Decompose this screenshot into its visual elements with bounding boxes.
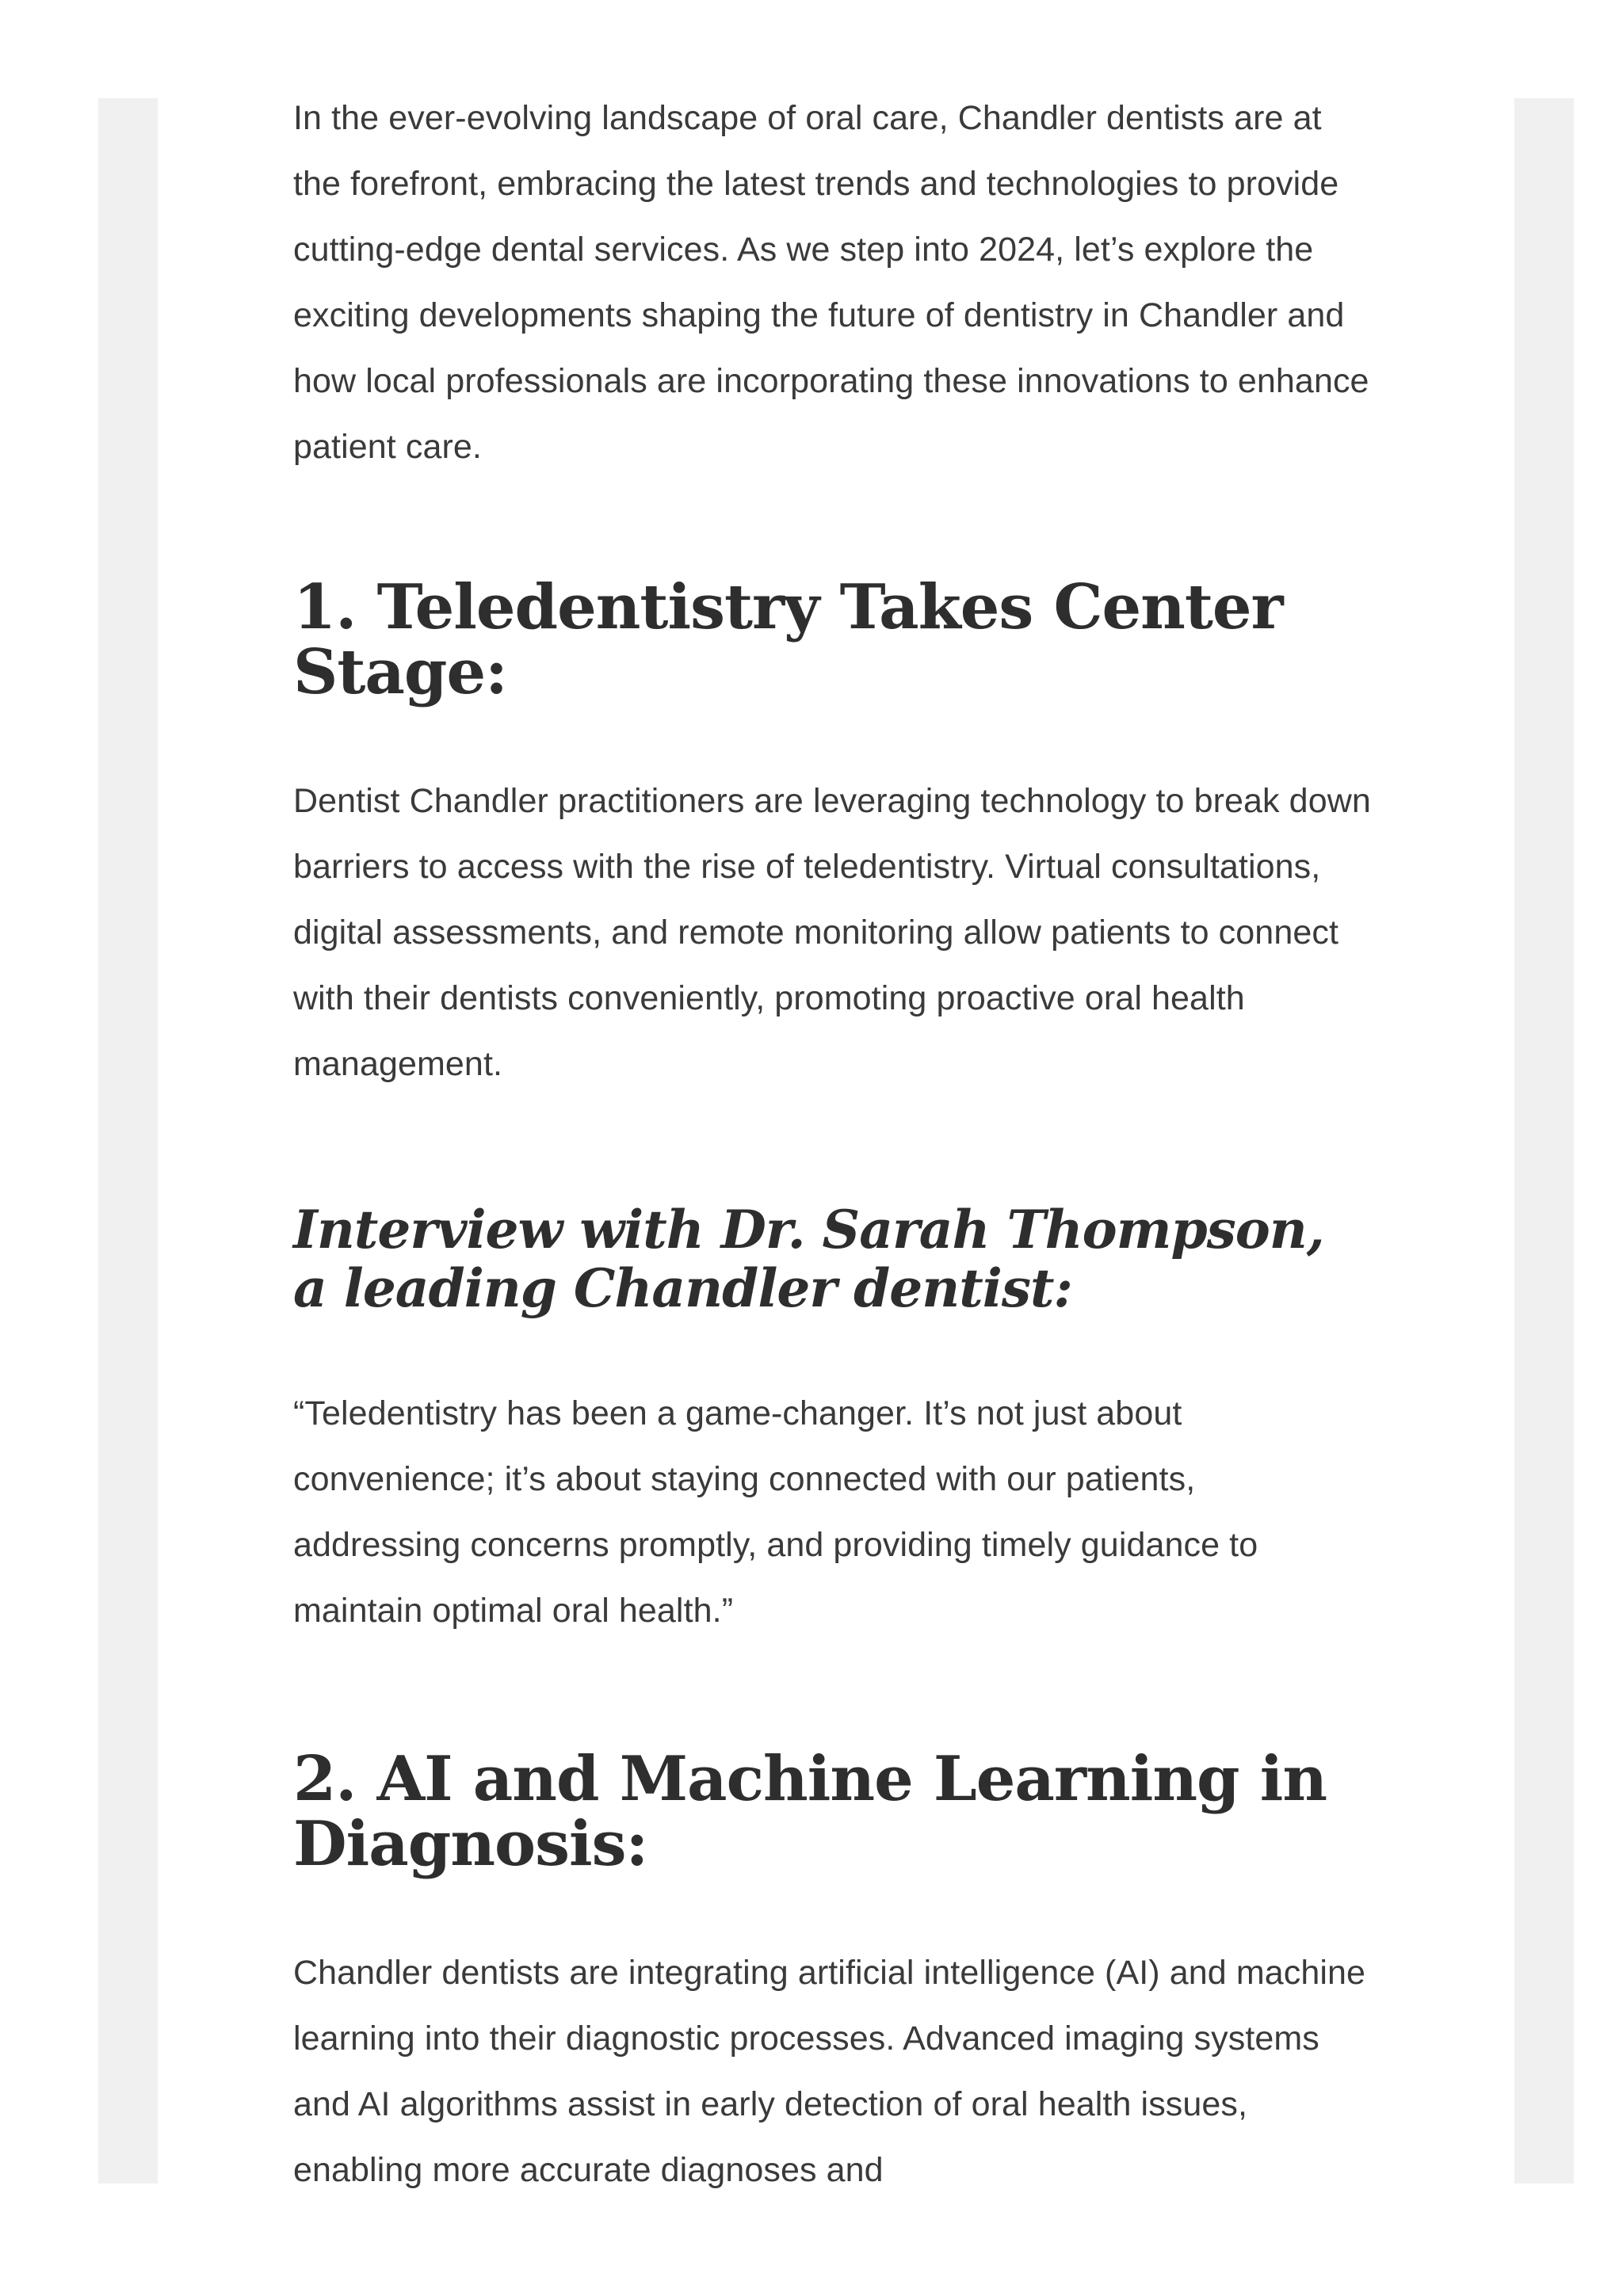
left-page-gutter xyxy=(98,98,158,2183)
heading-teledentistry: 1. Teledentistry Takes Center Stage: xyxy=(293,571,1283,708)
article-body xyxy=(293,86,1371,2203)
paragraph-teledentistry: Dentist Chandler practitioners are leveraging technology to break down barriers to access with the rise of teledentistry. Virtual consultations, digital assessments, and remote monitoring allow patients to connect with their dentists conveniently, promoting proactive oral health management. xyxy=(293,782,1371,1083)
heading-interview: Interview with Dr. Sarah Thompson, a leading Chandler dentist: xyxy=(293,1199,1324,1319)
intro-paragraph: In the ever-evolving landscape of oral care, Chandler dentists are at the forefront, embracing the latest trends and technologies to provide cutting-edge dental services. As we step into 2024, let’s explore the exciting developments shaping the future of dentistry in Chandler and how local professionals are incorporating these innovations to enhance patient care. xyxy=(293,99,1369,466)
paragraph-ai-diagnosis: Chandler dentists are integrating artificial intelligence (AI) and machine learning into their diagnostic processes. Advanced imaging systems and AI algorithms assist in early detection of oral health issues, enabling more accurate diagnoses and xyxy=(293,1954,1366,2189)
heading-ai-diagnosis: 2. AI and Machine Learning in Diagnosis: xyxy=(293,1743,1327,1880)
interview-quote: “Teledentistry has been a game-changer. It’s not just about convenience; it’s about staying connected with our patients, addressing concerns promptly, and providing timely guidance to maintain optimal oral health.” xyxy=(293,1394,1258,1630)
right-page-gutter xyxy=(1514,98,1574,2183)
